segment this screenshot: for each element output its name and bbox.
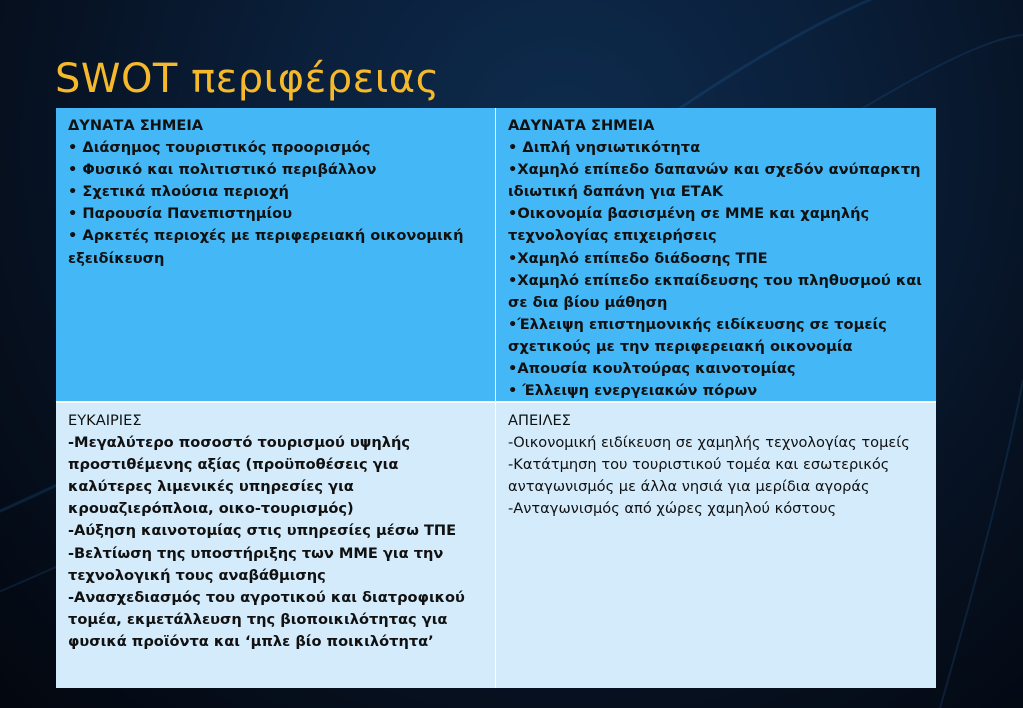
slide-title: SWOT περιφέρειας xyxy=(55,56,440,102)
weaknesses-item: • Έλλειψη ενεργειακών πόρων xyxy=(508,382,758,400)
opportunities-item: -Βελτίωση της υποστήριξης των ΜΜΕ για την τεχνολογική τους αναβάθμισης xyxy=(68,544,444,584)
strengths-cell xyxy=(56,108,496,403)
weaknesses-item: •Απουσία κουλτούρας καινοτομίας xyxy=(508,360,796,378)
threats-item: -Ανταγωνισμός από χώρες χαμηλού κόστους xyxy=(508,500,837,518)
opportunities-cell xyxy=(56,403,496,688)
threats-heading: ΑΠΕΙΛΕΣ xyxy=(508,412,571,429)
strengths-item: • Σχετικά πλούσια περιοχή xyxy=(68,183,289,201)
swot-table xyxy=(56,108,936,688)
opportunities-item: -Ανασχεδιασμός του αγροτικού και διατροφικού τομέα, εκμετάλλευση της βιοποικιλότητας για φυσικά προϊόντα και ‘μπλε βίο ποικιλότητα’ xyxy=(68,588,465,650)
opportunities-item: -Μεγαλύτερο ποσοστό τουρισμού υψηλής προστιθέμενης αξίας (προϋποθέσεις για καλύτερες λιμενικές υπηρεσίες για κρουαζιερόπλοια, οικο-τουρισμός) xyxy=(68,434,410,518)
threats-item: -Κατάτμηση του τουριστικού τομέα και εσωτερικός ανταγωνισμός με άλλα νησιά για μερίδια αγοράς xyxy=(508,456,890,496)
weaknesses-item: •Χαμηλό επίπεδο εκπαίδευσης του πληθυσμού και σε δια βίου μάθηση xyxy=(508,271,922,311)
weaknesses-item: •Έλλειψη επιστημονικής ειδίκευσης σε τομείς σχετικούς με την περιφερειακή οικονομία xyxy=(508,315,887,355)
weaknesses-cell xyxy=(496,108,936,403)
weaknesses-heading: ΑΔΥΝΑΤΑ ΣΗΜΕΙΑ xyxy=(508,117,655,134)
opportunities-heading: ΕΥΚΑΙΡΙΕΣ xyxy=(68,412,142,429)
opportunities-item: -Αύξηση καινοτομίας στις υπηρεσίες μέσω ΤΠΕ xyxy=(68,522,457,540)
strengths-item: • Αρκετές περιοχές με περιφερειακή οικονομική εξειδίκευση xyxy=(68,227,464,267)
weaknesses-item: •Οικονομία βασισμένη σε ΜΜΕ και χαμηλής τεχνολογίας επιχειρήσεις xyxy=(508,205,870,245)
weaknesses-item: •Χαμηλό επίπεδο δαπανών και σχεδόν ανύπαρκτη ιδιωτική δαπάνη για ΕΤΑΚ xyxy=(508,161,921,201)
threats-item: -Οικονομική ειδίκευση σε χαμηλής τεχνολογίας τομείς xyxy=(508,434,910,452)
strengths-item: • Φυσικό και πολιτιστικό περιβάλλον xyxy=(68,161,377,179)
weaknesses-item: •Χαμηλό επίπεδο διάδοσης ΤΠΕ xyxy=(508,249,768,267)
strengths-item: • Διάσημος τουριστικός προορισμός xyxy=(68,139,371,157)
weaknesses-item: • Διπλή νησιωτικότητα xyxy=(508,139,701,157)
threats-cell xyxy=(496,403,936,688)
strengths-item: • Παρουσία Πανεπιστημίου xyxy=(68,205,293,223)
strengths-heading: ΔΥΝΑΤΑ ΣΗΜΕΙΑ xyxy=(68,117,204,134)
